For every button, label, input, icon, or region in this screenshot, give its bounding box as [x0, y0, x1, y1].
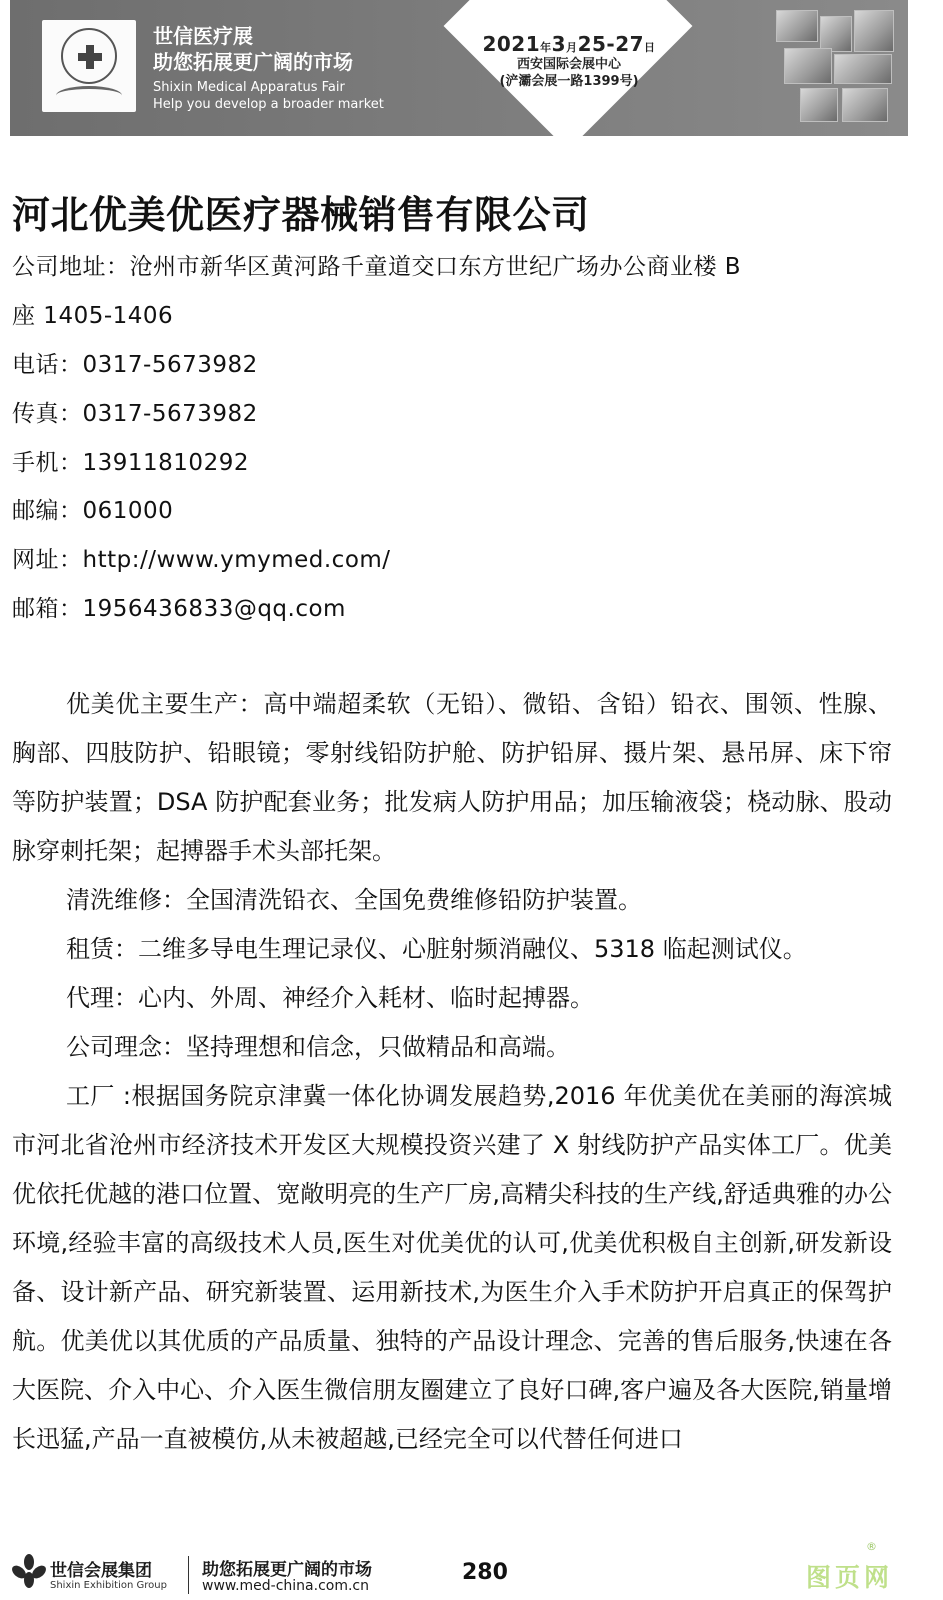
banner-fair-name: 世信医疗展 — [153, 24, 253, 48]
postcode-line — [12, 492, 173, 525]
mobile-line — [12, 444, 249, 477]
mobile-label: 手机： — [12, 450, 83, 476]
fax-value: 0317-5673982 — [82, 401, 258, 427]
page-number: 280 — [462, 1560, 508, 1585]
watermark: 图页网 — [806, 1563, 894, 1592]
address-line-cont: 座 1405-1406 — [12, 303, 174, 329]
device-photo — [784, 48, 832, 84]
address-line — [12, 248, 741, 281]
device-photo — [834, 54, 892, 84]
device-photo — [854, 10, 894, 52]
fair-date-block — [438, 32, 700, 90]
banner-slogan: 助您拓展更广阔的市场 — [153, 50, 353, 74]
fax-line — [12, 395, 258, 428]
fair-date: 2021年3月25-27日 — [482, 32, 656, 56]
philosophy-paragraph: 公司理念：坚持理想和信念，只做精品和高端。 — [66, 1033, 570, 1061]
watermark-registered-mark: ® — [866, 1540, 877, 1553]
fair-venue: 西安国际会展中心 — [516, 57, 621, 72]
medical-device-photos — [776, 10, 892, 122]
header-banner — [10, 0, 908, 136]
phone-value: 0317-5673982 — [82, 352, 258, 378]
footer-url[interactable]: www.med-china.com.cn — [202, 1578, 369, 1594]
phone-line — [12, 346, 258, 379]
phone-label: 电话： — [12, 352, 83, 378]
mobile-value: 13911810292 — [82, 450, 249, 476]
company-description — [12, 680, 892, 1464]
banner-fair-name-en: Shixin Medical Apparatus Fair — [153, 80, 345, 95]
address-label: 公司地址： — [12, 254, 130, 280]
device-photo — [776, 10, 818, 42]
banner-slogan-en: Help you develop a broader market — [153, 97, 384, 112]
postcode-label: 邮编： — [12, 498, 83, 524]
email-label: 邮箱： — [12, 596, 83, 622]
fair-logo — [42, 20, 136, 112]
device-photo — [842, 88, 888, 122]
products-paragraph: 优美优主要生产：高中端超柔软（无铅）、微铅、含铅）铅衣、围领、性腺、胸部、四肢防护、铅眼镜；零射线铅防护舱、防护铅屏、摄片架、悬吊屏、床下帘等防护装置；DSA 防护配套业务；批发病人防护用品；加压输液袋；桡动脉、股动脉穿刺托架；起搏器手术头部托架。 — [12, 690, 892, 865]
address-value: 沧州市新华区黄河路千童道交口东方世纪广场办公商业楼 B — [129, 254, 742, 280]
device-photo — [820, 16, 852, 52]
footer-group-name-en: Shixin Exhibition Group — [50, 1580, 167, 1591]
postcode-value: 061000 — [82, 498, 174, 524]
logo-wing-icon — [56, 86, 122, 105]
fair-venue-address: (浐灞会展一路1399号) — [499, 74, 639, 89]
medical-cross-icon — [78, 45, 102, 69]
agency-paragraph: 代理：心内、外周、神经介入耗材、临时起搏器。 — [66, 984, 594, 1012]
company-name: 河北优美优医疗器械销售有限公司 — [12, 193, 590, 237]
email-link[interactable]: 1956436833@qq.com — [82, 596, 346, 622]
website-line — [12, 541, 391, 574]
cleaning-paragraph: 清洗维修：全国清洗铅衣、全国免费维修铅防护装置。 — [66, 886, 642, 914]
fax-label: 传真： — [12, 401, 83, 427]
footer-slogan: 助您拓展更广阔的市场 — [202, 1560, 372, 1580]
factory-paragraph: 工厂 :根据国务院京津冀一体化协调发展趋势,2016 年优美优在美丽的海滨城市河北省沧州市经济技术开发区大规模投资兴建了 X 射线防护产品实体工厂。优美优依托优越的港口位置、宽敞明亮的生产厂房,高精尖科技的生产线,舒适典雅的办公环境,经验丰富的高级技术人员,医生对优美优的认可,优美优积极自主创新,研发新设备、设计新产品、研究新装置、运用新技术,为医生介入手术防护开启真正的保驾护航。优美优以其优质的产品质量、独特的产品设计理念、完善的售后服务,快速在各大医院、介入中心、介入医生微信朋友圈建立了良好口碑,客户遍及各大医院,销量增长迅猛,产品一直被模仿,从未被超越,已经完全可以代替任何进口 — [12, 1082, 892, 1453]
group-logo-icon — [14, 1554, 44, 1588]
footer-group-name: 世信会展集团 — [50, 1561, 152, 1581]
rental-paragraph: 租赁：二维多导电生理记录仪、心脏射频消融仪、5318 临起测试仪。 — [66, 935, 807, 963]
email-line — [12, 590, 346, 623]
website-label: 网址： — [12, 547, 83, 573]
footer-divider — [188, 1556, 189, 1594]
website-link[interactable]: http://www.ymymed.com/ — [82, 547, 391, 573]
device-photo — [800, 88, 838, 122]
